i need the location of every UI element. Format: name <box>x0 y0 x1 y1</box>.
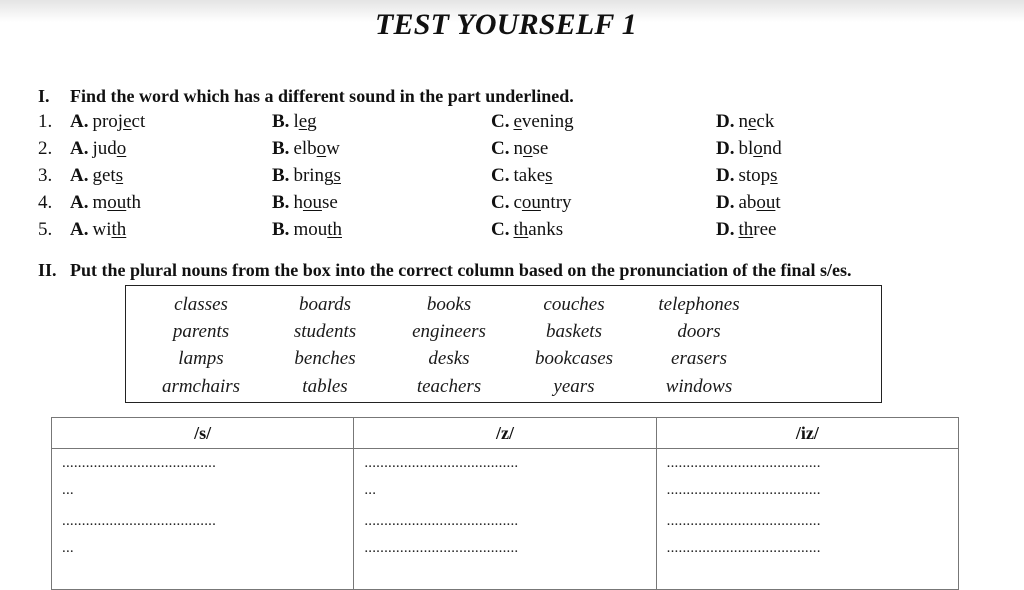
section2-heading <box>38 260 852 281</box>
option-word-start: mou <box>293 219 328 240</box>
option-letter: C. <box>491 111 510 132</box>
option-word-end: vening <box>521 111 574 132</box>
answer-option[interactable] <box>272 165 341 187</box>
option-letter: D. <box>716 138 735 159</box>
option-word-end: anks <box>528 219 564 240</box>
option-letter: D. <box>716 219 735 240</box>
answer-option[interactable] <box>272 219 342 241</box>
option-letter: C. <box>491 192 510 213</box>
option-word-start: n <box>738 111 748 132</box>
option-word-start: take <box>513 165 546 186</box>
answer-option[interactable] <box>716 111 774 133</box>
option-underlined-part: e <box>298 111 308 132</box>
option-underlined-part: o <box>316 138 327 159</box>
option-letter: D. <box>716 111 735 132</box>
option-word-start: m <box>92 192 108 213</box>
box-word: lamps <box>178 348 224 369</box>
answer-line[interactable]: ....................................... <box>364 455 519 471</box>
option-word-end: ree <box>753 219 777 240</box>
question-number: 5. <box>38 219 53 240</box>
option-letter: D. <box>716 192 735 213</box>
option-letter: C. <box>491 138 510 159</box>
answer-option[interactable] <box>716 192 781 214</box>
answer-column-s[interactable] <box>52 449 353 589</box>
option-word-end: ntry <box>540 192 572 213</box>
option-letter: C. <box>491 219 510 240</box>
box-word: boards <box>298 294 352 315</box>
page-title: TEST YOURSELF 1 <box>375 8 637 41</box>
option-underlined-part: e <box>513 111 522 132</box>
option-letter: B. <box>272 165 290 186</box>
option-underlined-part: ou <box>107 192 127 213</box>
box-word: benches <box>294 348 356 369</box>
option-underlined-part: ou <box>302 192 322 213</box>
answer-option[interactable] <box>491 111 574 133</box>
box-word: bookcases <box>534 348 614 369</box>
option-word-start: n <box>513 138 523 159</box>
option-letter: B. <box>272 219 290 240</box>
box-word: desks <box>428 348 470 369</box>
option-letter: C. <box>491 165 510 186</box>
answer-line[interactable]: ... <box>62 482 74 498</box>
option-letter: A. <box>70 165 89 186</box>
option-letter: B. <box>272 192 290 213</box>
answer-line[interactable]: ....................................... <box>62 513 217 529</box>
answer-table <box>51 417 959 590</box>
answer-option[interactable] <box>70 165 123 187</box>
option-underlined-part: th <box>111 219 127 240</box>
option-word-end: w <box>326 138 340 159</box>
box-word: baskets <box>546 321 602 342</box>
box-word: erasers <box>671 348 727 369</box>
option-letter: A. <box>70 111 89 132</box>
option-underlined-part: o <box>116 138 127 159</box>
column-header-s: /s/ <box>52 418 354 449</box>
option-word-start: elb <box>293 138 317 159</box>
option-underlined-part: e <box>747 111 757 132</box>
answer-option[interactable] <box>491 138 548 160</box>
box-word: books <box>426 294 472 315</box>
box-word: engineers <box>412 321 486 342</box>
answer-line[interactable]: ....................................... <box>666 513 821 529</box>
option-underlined-part: s <box>545 165 553 186</box>
option-letter: B. <box>272 138 290 159</box>
answer-option[interactable] <box>716 165 778 187</box>
option-word-start: h <box>293 192 303 213</box>
answer-column-z[interactable] <box>354 449 655 589</box>
option-underlined-part: th <box>513 219 529 240</box>
option-word-start: c <box>513 192 522 213</box>
option-letter: D. <box>716 165 735 186</box>
option-word-end: nd <box>762 138 782 159</box>
answer-line[interactable]: ....................................... <box>666 455 821 471</box>
box-word: tables <box>302 376 348 397</box>
option-underlined-part: ou <box>521 192 541 213</box>
option-underlined-part: s <box>770 165 778 186</box>
question-row <box>38 219 998 245</box>
option-underlined-part: th <box>738 219 754 240</box>
answer-option[interactable] <box>70 138 126 160</box>
option-underlined-part: s <box>333 165 341 186</box>
question-number: 4. <box>38 192 53 213</box>
option-letter: A. <box>70 192 89 213</box>
option-word-end: t <box>775 192 781 213</box>
question-row <box>38 165 998 191</box>
option-word-end: th <box>126 192 142 213</box>
box-word: windows <box>665 376 733 397</box>
option-letter: A. <box>70 138 89 159</box>
option-word-end: g <box>307 111 317 132</box>
question-row <box>38 138 998 164</box>
answer-line[interactable]: ....................................... <box>364 540 519 556</box>
answer-line[interactable]: ... <box>364 482 377 498</box>
option-word-end: ck <box>756 111 775 132</box>
question-number: 3. <box>38 165 53 186</box>
option-word-start: bring <box>293 165 334 186</box>
answer-option[interactable] <box>491 192 572 214</box>
question-row <box>38 111 998 137</box>
section1-text: Find the word which has a different sound in the part underlined. <box>70 86 574 106</box>
answer-line[interactable]: ....................................... <box>62 455 217 471</box>
answer-line[interactable]: ....................................... <box>364 513 519 529</box>
box-word: telephones <box>658 294 740 315</box>
option-underlined-part: th <box>327 219 342 240</box>
answer-column-iz[interactable] <box>657 449 958 589</box>
option-word-end: se <box>532 138 549 159</box>
option-word-start: bl <box>738 138 754 159</box>
option-underlined-part: s <box>115 165 124 186</box>
section2-text: Put the plural nouns from the box into the correct column based on the pronunciation of the final s/es. <box>70 260 852 280</box>
option-word-start: wi <box>92 219 112 240</box>
box-word: doors <box>677 321 721 342</box>
question-row <box>38 192 998 218</box>
option-word-start: ab <box>738 192 757 213</box>
box-word: classes <box>174 294 228 315</box>
option-underlined-part: e <box>123 111 132 132</box>
option-underlined-part: o <box>753 138 763 159</box>
option-underlined-part: o <box>522 138 533 159</box>
answer-option[interactable] <box>716 138 782 160</box>
answer-option[interactable] <box>716 219 776 241</box>
option-word-start: get <box>92 165 116 186</box>
box-word: students <box>293 321 357 342</box>
option-word-end: se <box>321 192 338 213</box>
option-letter: A. <box>70 219 89 240</box>
box-word: teachers <box>416 376 482 397</box>
option-word-start: stop <box>738 165 771 186</box>
answer-option[interactable] <box>272 192 338 214</box>
answer-line[interactable]: ....................................... <box>666 482 821 498</box>
option-underlined-part: ou <box>756 192 776 213</box>
answer-line[interactable]: ... <box>62 540 74 556</box>
option-letter: B. <box>272 111 290 132</box>
answer-line[interactable]: ....................................... <box>666 540 821 556</box>
option-word-start: jud <box>92 138 117 159</box>
box-word: parents <box>172 321 230 342</box>
box-word: years <box>553 376 595 397</box>
box-word: couches <box>543 294 605 315</box>
word-box <box>125 285 882 403</box>
option-word-start: l <box>293 111 299 132</box>
column-header-z: /z/ <box>354 418 656 449</box>
question-number: 2. <box>38 138 53 159</box>
column-header-iz: /iz/ <box>656 418 958 449</box>
answer-option[interactable] <box>272 111 317 133</box>
option-word-start: proj <box>92 111 124 132</box>
option-word-end: ct <box>131 111 146 132</box>
section1-heading <box>38 86 574 107</box>
question-number: 1. <box>38 111 53 132</box>
answer-option[interactable] <box>70 219 126 241</box>
answer-option[interactable] <box>272 138 340 160</box>
answer-option[interactable] <box>70 192 141 214</box>
section1-number: I. <box>38 86 50 106</box>
answer-option[interactable] <box>491 165 553 187</box>
answer-option[interactable] <box>70 111 145 133</box>
box-word: armchairs <box>161 376 241 397</box>
answer-option[interactable] <box>491 219 563 241</box>
section2-number: II. <box>38 260 57 280</box>
